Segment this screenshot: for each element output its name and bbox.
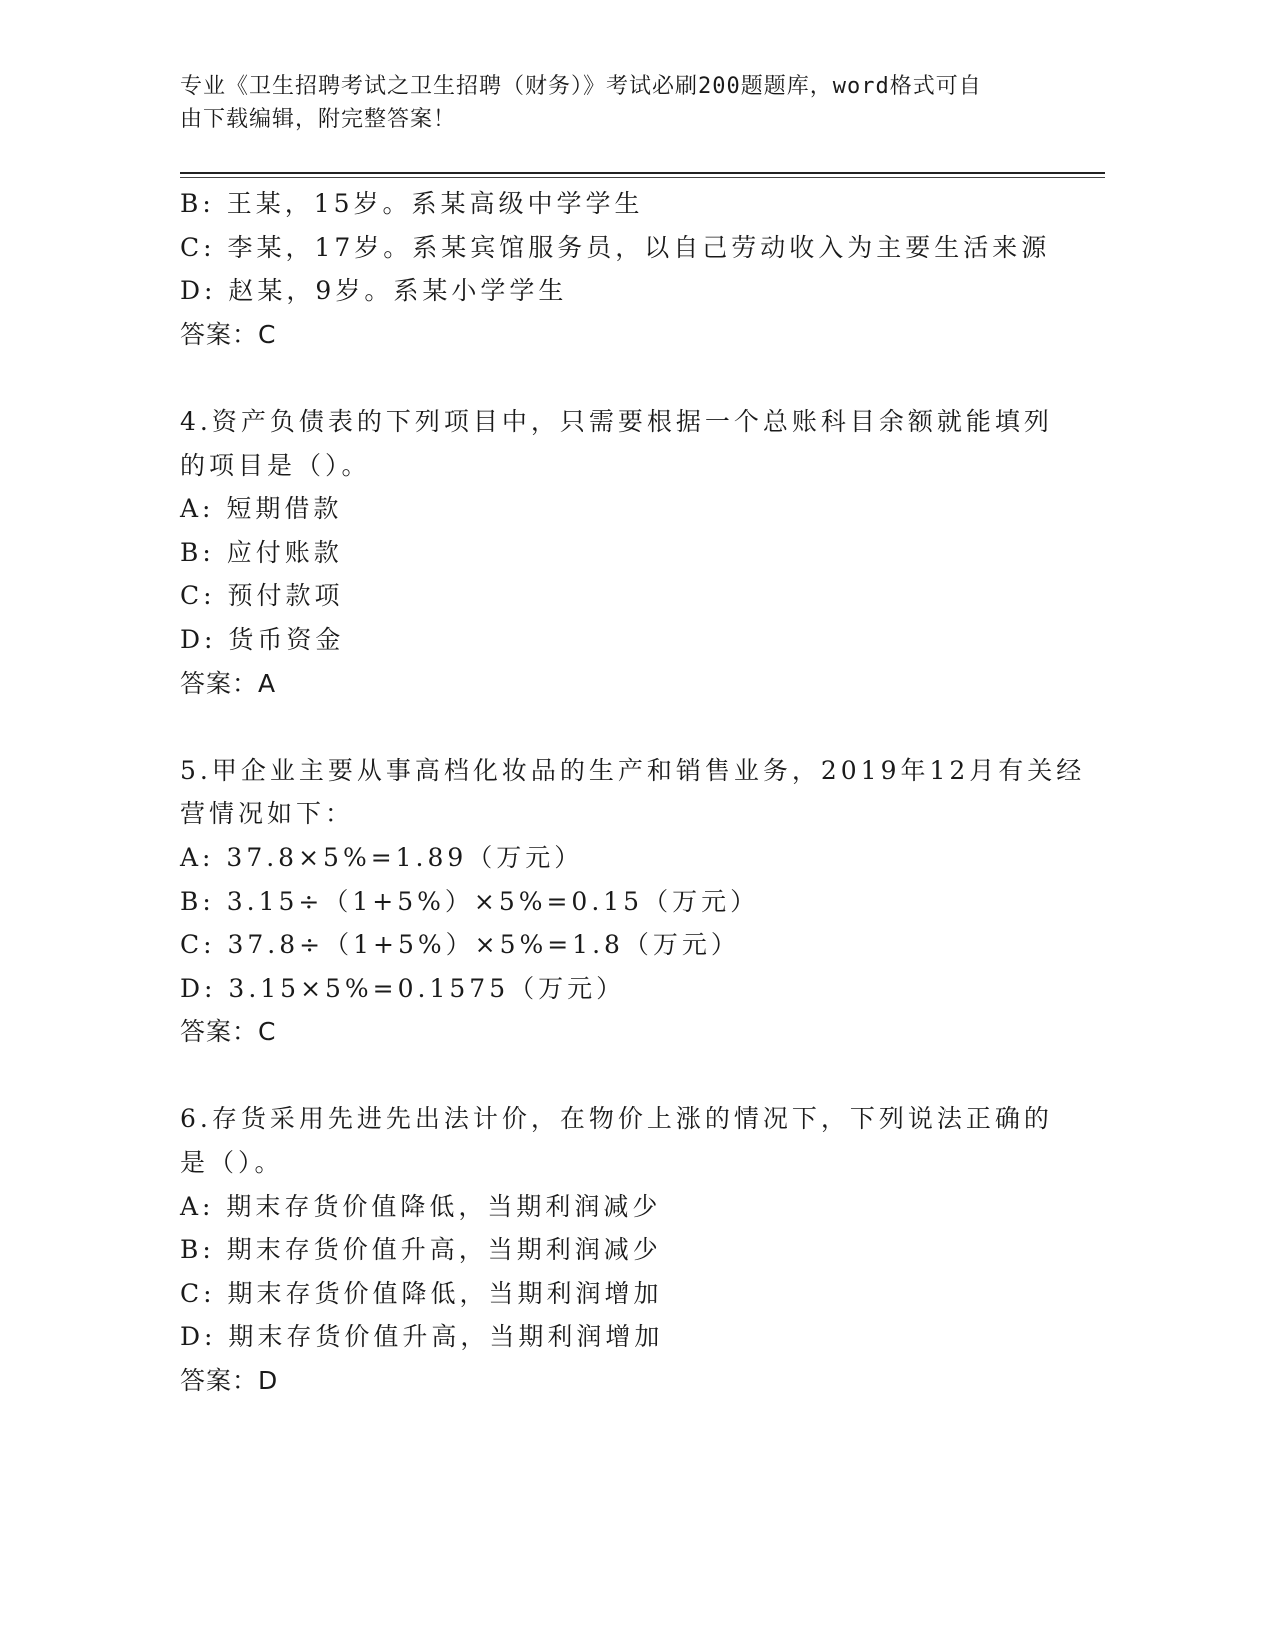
option-c: C: 37.8÷（1+5%）×5%=1.8（万元） <box>180 930 740 960</box>
option-b: B: 应付账款 <box>180 537 343 567</box>
question-5 <box>180 749 1086 1054</box>
option-b: B: 期末存货价值升高，当期利润减少 <box>180 1235 662 1265</box>
option-d: D: 3.15×5%=0.1575（万元） <box>180 973 626 1003</box>
question-3 <box>180 182 1080 356</box>
question-stem-line-1: 5.甲企业主要从事高档化妆品的生产和销售业务，2019年12月有关经 <box>180 755 1086 785</box>
header-divider-thick <box>180 172 1105 174</box>
header-line-2: 由下载编辑，附完整答案！ <box>180 107 457 132</box>
question-stem-line-2: 的项目是（）。 <box>180 450 371 480</box>
answer-line: 答案：C <box>180 319 277 349</box>
option-a: A: 短期借款 <box>180 494 343 524</box>
question-spacer <box>180 1054 1080 1098</box>
header-divider-thin <box>180 177 1105 178</box>
option-b: B: 3.15÷（1+5%）×5%=0.15（万元） <box>180 886 760 916</box>
option-a: A: 期末存货价值降低，当期利润减少 <box>180 1191 662 1221</box>
answer-line: 答案：A <box>180 668 277 698</box>
question-spacer <box>180 705 1080 749</box>
question-stem-line-1: 4.资产负债表的下列项目中，只需要根据一个总账科目余额就能填列 <box>180 406 1053 436</box>
option-d: D: 期末存货价值升高，当期利润增加 <box>180 1322 664 1352</box>
option-a: A: 37.8×5%=1.89（万元） <box>180 842 584 872</box>
question-4 <box>180 400 1080 705</box>
question-list <box>180 182 1086 1403</box>
question-spacer <box>180 356 1080 400</box>
answer-line: 答案：C <box>180 1017 277 1047</box>
option-d: D: 赵某，9岁。系某小学学生 <box>180 276 568 306</box>
option-b: B: 王某，15岁。系某高级中学学生 <box>180 189 644 218</box>
option-c: C: 李某，17岁。系某宾馆服务员，以自己劳动收入为主要生活来源 <box>180 232 1051 262</box>
question-stem-line-2: 营情况如下： <box>180 799 355 829</box>
option-c: C: 预付款项 <box>180 581 344 611</box>
document-header <box>180 70 1080 136</box>
answer-line: 答案：D <box>180 1366 279 1396</box>
question-6 <box>180 1097 1080 1402</box>
option-c: C: 期末存货价值降低，当期利润增加 <box>180 1278 663 1308</box>
header-line-1: 专业《卫生招聘考试之卫生招聘（财务）》考试必刷200题题库，word格式可自 <box>180 74 982 99</box>
option-d: D: 货币资金 <box>180 624 345 654</box>
question-stem-line-2: 是（）。 <box>180 1148 284 1178</box>
question-stem-line-1: 6.存货采用先进先出法计价，在物价上涨的情况下，下列说法正确的 <box>180 1104 1053 1134</box>
